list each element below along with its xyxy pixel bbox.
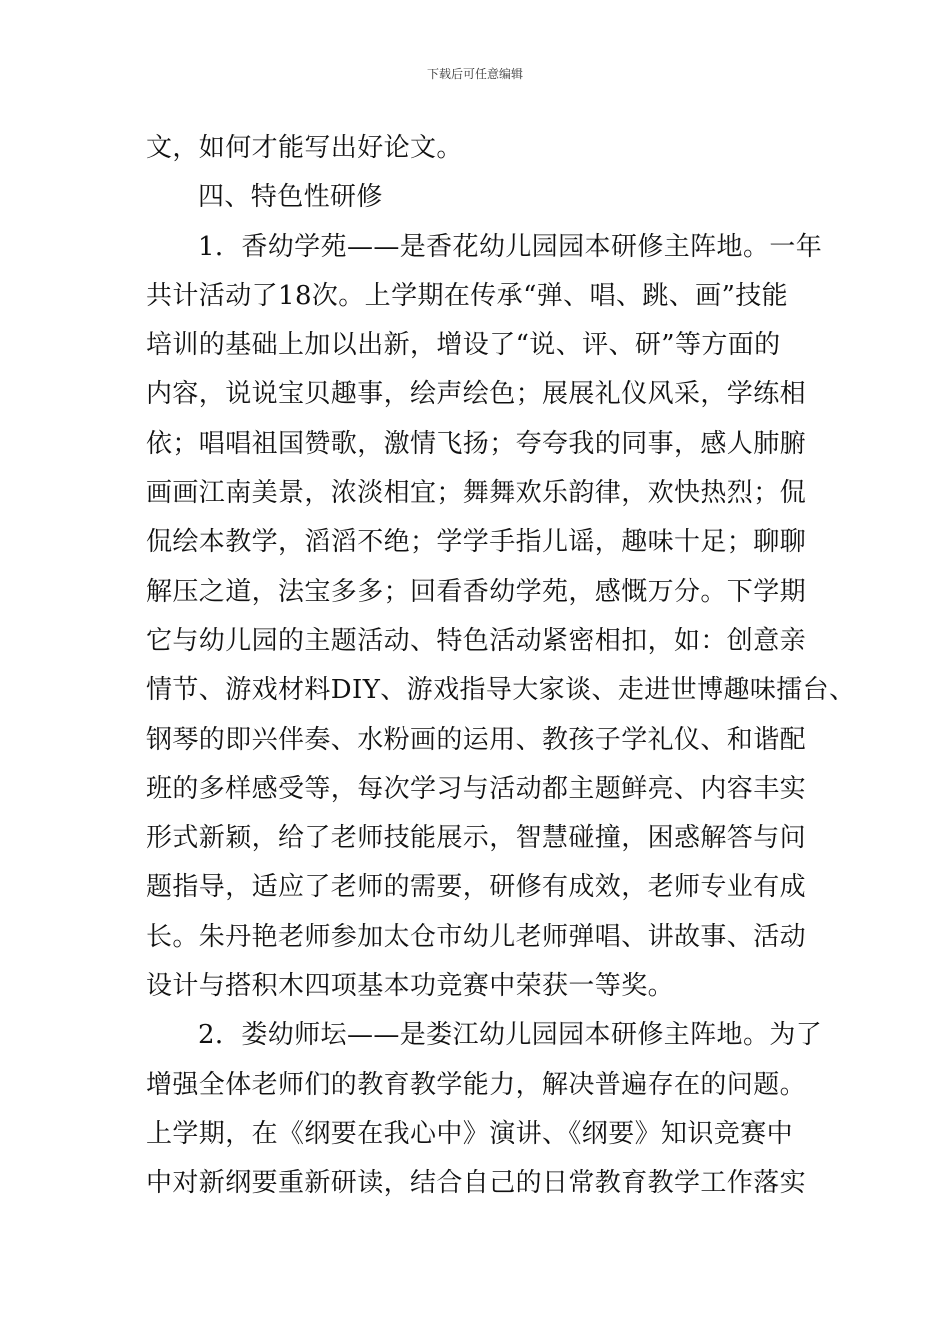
text-line: 增强全体老师们的教育教学能力，解决普遍存在的问题。	[146, 1069, 807, 1100]
text-line: 依；唱唱祖国赞歌，激情飞扬；夸夸我的同事，感人肺腑	[146, 428, 807, 459]
text-line: 题指导，适应了老师的需要，研修有成效，老师专业有成	[146, 872, 807, 903]
text-line: 中对新纲要重新研读，结合自己的日常教育教学工作落实	[146, 1168, 807, 1199]
text-line: 四、特色性研修	[198, 182, 383, 213]
text-line: 情节、游戏材料DIY、游戏指导大家谈、走进世博趣味擂台、	[146, 675, 856, 706]
text-line: 培训的基础上加以出新，增设了“说、评、研”等方面的	[146, 330, 781, 361]
text-line: 侃绘本教学，滔滔不绝；学学手指儿谣，趣味十足；聊聊	[146, 527, 807, 558]
text-line: 解压之道，法宝多多；回看香幼学苑，感慨万分。下学期	[146, 576, 807, 607]
text-line: 长。朱丹艳老师参加太仓市幼儿老师弹唱、讲故事、活动	[146, 921, 807, 952]
text-line: 它与幼儿园的主题活动、特色活动紧密相扣，如：创意亲	[146, 625, 807, 656]
text-line: 上学期，在《纲要在我心中》演讲、《纲要》知识竞赛中	[146, 1118, 794, 1149]
page-header: 下载后可任意编辑	[426, 67, 523, 81]
text-line: 1．香幼学苑——是香花幼儿园园本研修主阵地。一年	[198, 231, 823, 262]
text-line: 内容，说说宝贝趣事，绘声绘色；展展礼仪风采，学练相	[146, 379, 807, 410]
text-line: 班的多样感受等，每次学习与活动都主题鲜亮、内容丰实	[146, 773, 807, 804]
text-line: 画画江南美景，浓淡相宜；舞舞欢乐韵律，欢快热烈；侃	[146, 478, 807, 509]
text-line: 钢琴的即兴伴奏、水粉画的运用、教孩子学礼仪、和谐配	[146, 724, 807, 755]
body-text	[146, 124, 856, 1209]
text-line: 设计与搭积木四项基本功竞赛中荣获一等奖。	[146, 971, 675, 1002]
text-line: 文，如何才能写出好论文。	[146, 133, 463, 163]
text-line: 形式新颖，给了老师技能展示，智慧碰撞，困惑解答与问	[146, 823, 807, 854]
text-line: 2．娄幼师坛——是娄江幼儿园园本研修主阵地。为了	[198, 1020, 823, 1051]
text-line: 共计活动了18次。上学期在传承“弹、唱、跳、画”技能	[146, 280, 789, 311]
